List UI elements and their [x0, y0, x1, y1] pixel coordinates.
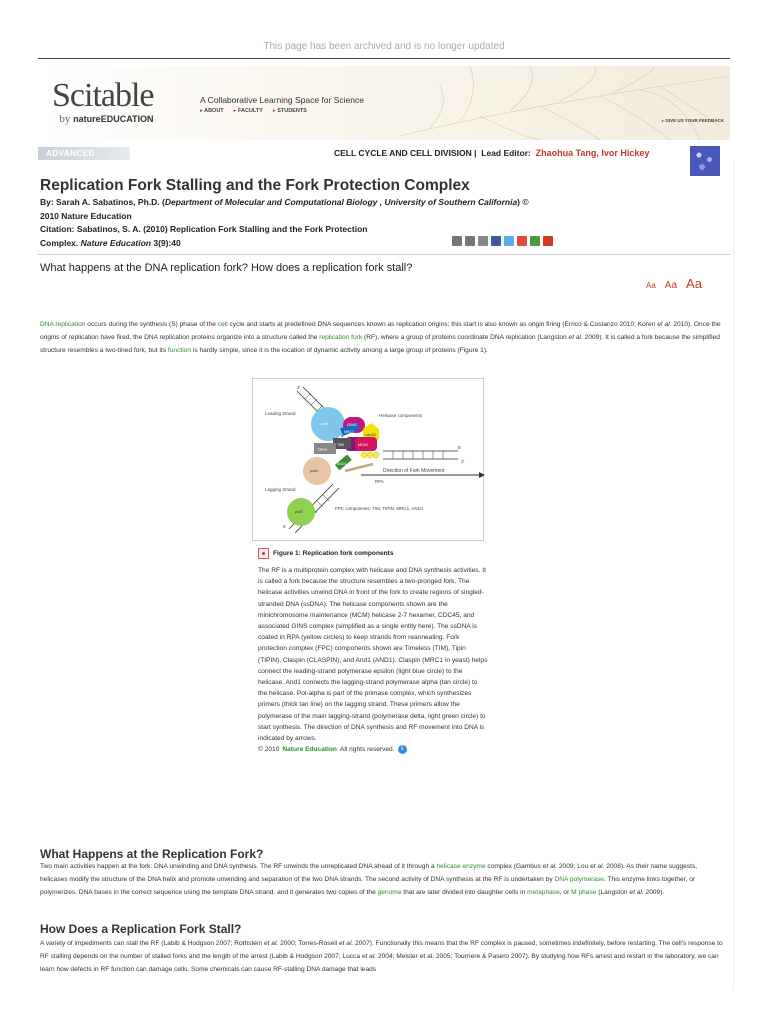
info-icon[interactable]: i — [398, 745, 407, 754]
intro-etal-2: et al. — [568, 334, 583, 341]
s2-text-4: 2004; Meister et al. 2005; Tourriere & Pasero 2007). By studying how RFs arrest and restart in the laboratory, we can learn how defects in RF function can damage cells. Some chemicals can cause RF-stalling DNA damage that leads — [40, 953, 719, 973]
logo-byline — [52, 113, 154, 125]
author-affiliation: Department of Molecular and Computational Biology , University of Southern California — [164, 197, 518, 207]
citation-end: 3(9):40 — [151, 237, 181, 248]
feedback-link[interactable]: ▸ GIVE US YOUR FEEDBACK — [662, 118, 724, 124]
site-banner — [38, 66, 730, 140]
editor-label: Lead Editor: — [481, 148, 531, 158]
header-divider — [38, 254, 730, 255]
label-3prime-top: 3' — [297, 385, 301, 390]
intro-text-2: cycle and starts at predefined DNA sequences known as replication origins; this start is also known as origin firing (Errico & Costanzo 2010; Koren — [227, 321, 658, 328]
citation-line-1: Citation: Sabatinos, S. A. (2010) Replication Fork Stalling and the Fork Protection — [40, 224, 368, 234]
copyright-prefix: © 2010 — [258, 746, 280, 754]
bookmark-icon[interactable] — [452, 236, 462, 246]
link-metaphase[interactable]: metaphase — [527, 889, 560, 896]
content-right-border — [733, 160, 734, 990]
section-heading-stall: How Does a Replication Fork Stall? — [40, 922, 242, 936]
site-tagline: A Collaborative Learning Space for Science — [200, 95, 364, 105]
s2-etal-2: et al. — [338, 940, 354, 947]
logo-wordmark: Scitable — [52, 77, 154, 114]
editor-separator: , — [596, 148, 599, 158]
label-tim: TIM — [337, 442, 344, 447]
font-size-large[interactable]: Aa — [686, 276, 702, 291]
section-paragraph-stall — [40, 937, 726, 976]
article-question: What happens at the DNA replication fork? How does a replication fork stall? — [40, 262, 413, 274]
s1-text-5: . This enzyme links together, or polymerizes, DNA bases in the correct sequence using the template DNA strand, and it generates two copies of the — [40, 876, 696, 896]
label-mrc1: MRC1 — [344, 430, 354, 434]
link-cell[interactable]: cell — [217, 321, 228, 328]
intro-text-1: occurs during the synthesis (S) phase of the — [85, 321, 218, 328]
nav-students[interactable]: ▸ STUDENTS — [273, 108, 307, 114]
top-nav — [200, 108, 307, 114]
s2-text-1: A variety of impediments can stall the RF (Labib & Hodgson 2007; Rothstein — [40, 940, 264, 947]
article-title: Replication Fork Stalling and the Fork Protection Complex — [40, 177, 470, 194]
label-cdc45: cdc45 — [365, 432, 376, 437]
s1-text-7: , or — [559, 889, 572, 896]
label-pol-epsilon: polε — [321, 421, 329, 426]
byline-suffix: ) © 2010 Nature Education — [40, 197, 529, 221]
print-icon[interactable] — [465, 236, 475, 246]
label-fpc-components: FPC components: TIM, TIPIN, MRC1, AND1 — [335, 506, 424, 511]
s1-text-6: that are later divided into daughter cells in — [401, 889, 528, 896]
label-pol-alpha: polα — [310, 468, 318, 473]
s1-etal-2: et al. — [590, 863, 605, 870]
figure-1-diagram[interactable] — [252, 378, 484, 541]
font-size-small[interactable]: Aa — [646, 281, 656, 290]
s2-text-2: 2000; Torres-Rosell — [278, 940, 339, 947]
citation-line-2: Complex. — [40, 237, 81, 248]
label-5prime-bottom: 5' — [283, 524, 287, 529]
label-leading-strand: Leading Strand — [265, 411, 296, 416]
logo-brand2: EDUCATION — [100, 114, 154, 124]
label-rpa: RPA — [375, 479, 384, 484]
figure-caption-text: The RF is a multiprotein complex with helicase and DNA synthesis activities. It is called a fork because the structure resembles a two-pronged fork. The helicase activities unwind DNA in front of the fork to create regions of singled-stranded DNA (ssDNA). The helicase components shown are the minichromosome maintenance (MCM) helicase 2-7 hexamer, CDC45, and associated GINS complex (simplified as a single entity here). The ssDNA is coated in RPA (yellow circles) to keep strands from reannealing. Fork protection complex (FPC) components shown are Timeless (TIM), Tipin (TIPIN), Claspin (CLASPIN), and And1 (AND1). Claspin (MRC1 in yeast) helps connect the leading-strand polymerase epsilon (light blue circle) to the helicase. And1 connects the lagging-strand polymerase alpha (tan circle) to the helicase. Pol-alpha is part of the primase complex, which synthesizes primers (thick tan line) on the lagging strand. These primers allow the polymerase of the main lagging-strand (polymerase delta, light green circle) to start synthesis. The direction of DNA synthesis and RF movement into DNA is indicated by arrows. — [258, 567, 488, 743]
label-pol-delta: polδ — [295, 509, 303, 514]
figure-title-row — [258, 548, 488, 559]
link-replication-fork[interactable]: replication fork — [319, 334, 363, 341]
intro-text-3: 2010). Once the origins of replication have fired, the DNA replication proteins organize into a structure called the — [40, 321, 721, 341]
link-dna-polymerase[interactable]: DNA polymerase — [554, 876, 604, 883]
label-gins: GINS — [347, 422, 357, 427]
replication-fork-diagram — [253, 379, 485, 542]
intro-paragraph — [40, 318, 726, 357]
link-helicase-enzyme[interactable]: helicase enzyme — [436, 863, 486, 870]
citation-journal: Nature Education — [80, 237, 151, 248]
stumbleupon-icon[interactable] — [530, 236, 540, 246]
intro-etal-1: et al. — [657, 321, 672, 328]
copyright-suffix: All rights reserved. — [339, 746, 395, 754]
s1-text-8: (Langston — [596, 889, 630, 896]
figure-copyright — [258, 745, 488, 754]
share-toolbar — [452, 236, 553, 246]
s1-text-4: 2008). As their name suggests, helicases modify the structure of the DNA helix and promote unwinding and separation of the two DNA strands. The second activity of DNA synthesis at the RF is undertaken by — [40, 863, 698, 883]
top-divider — [38, 58, 730, 59]
topic-name[interactable]: CELL CYCLE AND CELL DIVISION — [334, 148, 472, 158]
label-and1: AND1 — [337, 462, 347, 466]
label-tipin: TIPIN — [317, 447, 328, 452]
facebook-icon[interactable] — [491, 236, 501, 246]
figure-title: Figure 1: Replication fork components — [273, 550, 394, 557]
label-mcm: MCM — [358, 442, 368, 447]
logo-by: by — [59, 113, 71, 125]
google-plus-icon[interactable] — [517, 236, 527, 246]
label-direction: Direction of Fork Movement — [383, 468, 445, 474]
link-dna-replication[interactable]: DNA replication — [40, 321, 86, 328]
leaf-veins-graphic — [400, 66, 730, 140]
s2-etal-3: et al. — [361, 953, 377, 960]
intro-text-5: 2009). It is called a fork because the simplified structure resembles a two-tined fork, but its — [40, 334, 720, 354]
s1-text-2: complex (Gambus — [485, 863, 543, 870]
scitable-logo[interactable] — [52, 77, 154, 125]
editor-link-2[interactable]: Ivor Hickey — [601, 148, 650, 158]
s1-text-9: 2009). — [643, 889, 665, 896]
intro-text-6: is hardly simple, since it is the location of dynamic activity among a large group of proteins (Figure 1). — [191, 347, 488, 354]
link-genome[interactable]: genome — [377, 889, 402, 896]
intro-text-4: (RF), where a group of proteins coordinate DNA replication (Langston — [362, 334, 569, 341]
logo-brand: nature — [73, 114, 101, 124]
editor-link-1[interactable]: Zhaohua Tang — [535, 148, 597, 158]
font-size-controls — [646, 276, 702, 291]
image-icon[interactable] — [258, 548, 269, 559]
s1-text-3: 2009; Lou — [557, 863, 591, 870]
nav-about[interactable]: ▸ ABOUT — [200, 108, 224, 114]
font-size-medium[interactable]: Aa — [664, 280, 678, 291]
level-badge: ADVANCED — [38, 147, 130, 160]
s1-text-1: Two main activities happen at the fork: DNA unwinding and DNA synthesis. The RF unwinds the unreplicated DNA ahead of it through a — [40, 863, 437, 870]
archived-notice: This page has been archived and is no longer updated — [263, 41, 505, 52]
twitter-icon[interactable] — [504, 236, 514, 246]
section-heading-fork: What Happens at the Replication Fork? — [40, 847, 264, 861]
reddit-icon[interactable] — [543, 236, 553, 246]
s1-etal-3: et al. — [629, 889, 644, 896]
s2-text-3: 2007). Functionally this means that the RF complex is paused, sometimes indefinitely, before restarting. The cell's response to RF stalling depends on the number of stalled forks and the length of the arrest (Labib & Hodgson 2007; Lucca — [40, 940, 723, 960]
email-icon[interactable] — [478, 236, 488, 246]
topic-info — [334, 148, 649, 158]
nav-faculty[interactable]: ▸ FACULTY — [234, 108, 263, 114]
s2-etal-1: et al. — [263, 940, 279, 947]
topic-bar — [38, 146, 730, 160]
byline-prefix: By: Sarah A. Sabatinos, Ph.D. ( — [40, 197, 165, 207]
section-paragraph-fork — [40, 860, 726, 899]
figure-1-caption — [258, 548, 488, 754]
s1-etal-1: et al. — [542, 863, 558, 870]
copyright-brand-link[interactable]: Nature Education — [282, 746, 337, 754]
link-function[interactable]: function — [167, 347, 192, 354]
label-lagging-strand: Lagging Strand — [265, 487, 296, 492]
link-m-phase[interactable]: M phase — [571, 889, 597, 896]
topic-thumbnail-image[interactable] — [690, 146, 720, 176]
label-5prime-right: 5' — [458, 445, 462, 450]
topic-separator: | — [474, 148, 477, 158]
label-helicase-components: Helicase components — [379, 413, 423, 418]
label-3prime-right: 3' — [461, 459, 465, 464]
